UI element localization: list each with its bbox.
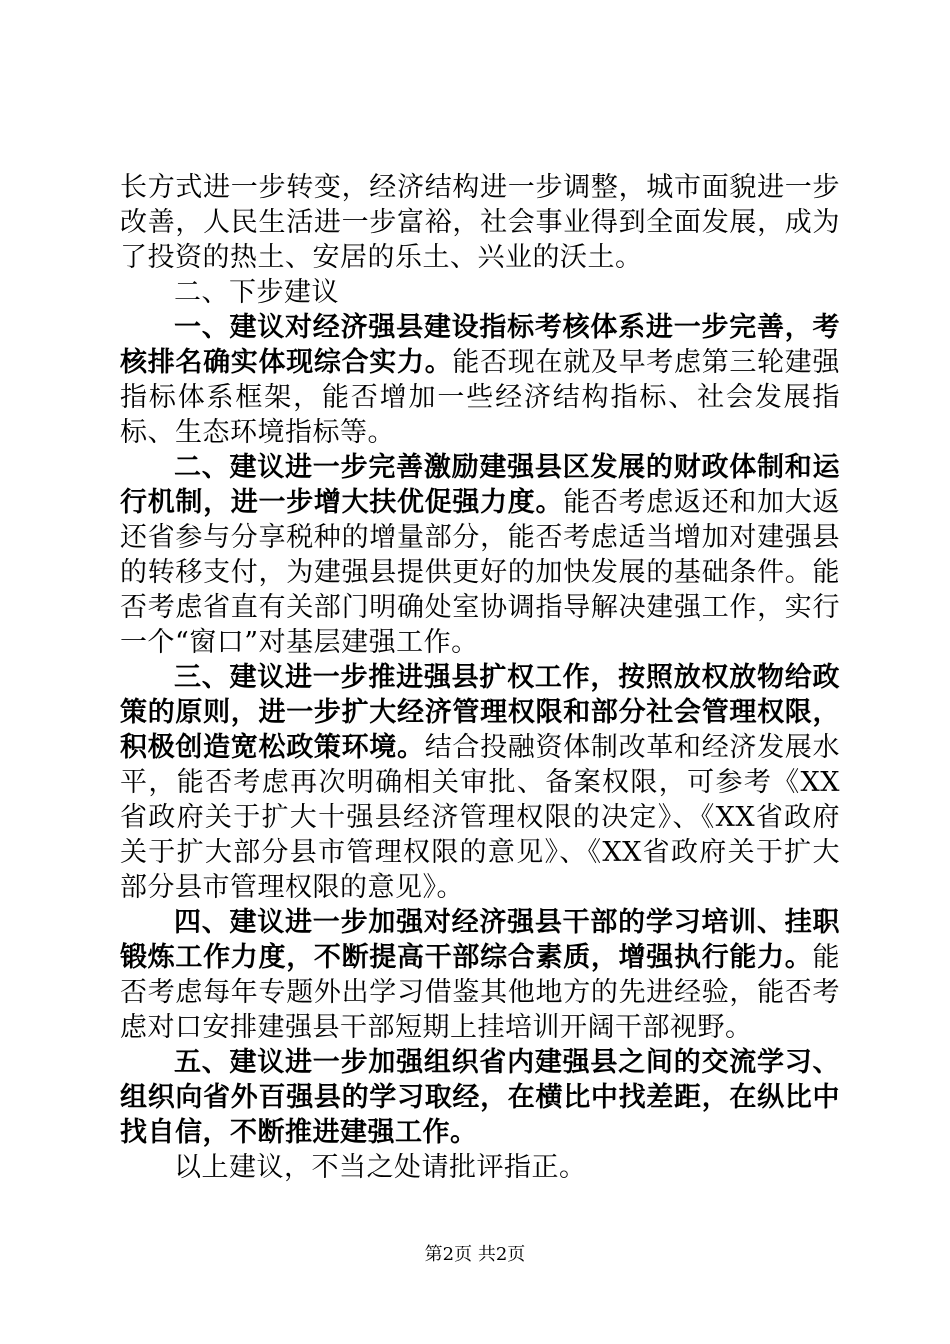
- section-heading: [120, 275, 840, 310]
- suggestion-2-lead: 二、建议进一步完善激励建强县区发展的财政体制和运行机制，进一步增大扶优促强力度。: [120, 452, 840, 518]
- suggestion-5: [120, 1045, 840, 1150]
- suggestion-3-lead: 三、建议进一步推进强县扩权工作，按照放权放物给政策的原则，进一步扩大经济管理权限和部分社会管理权限，积极创造宽松政策环境。: [120, 662, 840, 763]
- paragraph-1-text: 长方式进一步转变，经济结构进一步调整，城市面貌进一步改善，人民生活进一步富裕，社会事业得到全面发展，成为了投资的热土、安居的乐土、兴业的沃土。: [120, 172, 840, 273]
- suggestion-3: [120, 660, 840, 905]
- page-number-footer: 第2页 共2页: [424, 1244, 526, 1265]
- suggestion-4-text: 能否考虑每年专题外出学习借鉴其他地方的先进经验，能否考虑对口安排建强县干部短期上挂培训开阔干部视野。: [120, 942, 840, 1043]
- suggestion-1-lead: 一、建议对经济强县建设指标考核体系进一步完善，考核排名确实体现综合实力。: [120, 312, 840, 378]
- closing-text: 以上建议，不当之处请批评指正。: [174, 1152, 587, 1183]
- paragraph-2-text: 二、下步建议: [174, 277, 339, 308]
- suggestion-4: [120, 905, 840, 1045]
- suggestion-3-text: 结合投融资体制改革和经济发展水平，能否考虑再次明确相关审批、备案权限，可参考《XX省政府关于扩大十强县经济管理权限的决定》、《XX省政府关于扩大部分县市管理权限的意见》、《XX省政府关于扩大部分县市管理权限的意见》。: [120, 732, 841, 903]
- closing-remark: [120, 1150, 840, 1185]
- suggestion-4-lead: 四、建议进一步加强对经济强县干部的学习培训、挂职锻炼工作力度，不断提高干部综合素质，增强执行能力。: [120, 907, 840, 973]
- suggestion-1-text: 能否现在就及早考虑第三轮建强指标体系框架，能否增加一些经济结构指标、社会发展指标、生态环境指标等。: [120, 347, 841, 448]
- suggestion-5-lead: 五、建议进一步加强组织省内建强县之间的交流学习、组织向省外百强县的学习取经，在横比中找差距，在纵比中找自信，不断推进建强工作。: [120, 1047, 840, 1148]
- document-body: [120, 170, 840, 1185]
- suggestion-1: [120, 310, 840, 450]
- paragraph-1: [120, 170, 840, 275]
- suggestion-2: [120, 450, 840, 660]
- suggestion-2-text: 能否考虑返还和加大返还省参与分享税种的增量部分，能否考虑适当增加对建强县的转移支付，为建强县提供更好的加快发展的基础条件。能否考虑省直有关部门明确处室协调指导解决建强工作，实行一个“窗口”对基层建强工作。: [120, 487, 841, 658]
